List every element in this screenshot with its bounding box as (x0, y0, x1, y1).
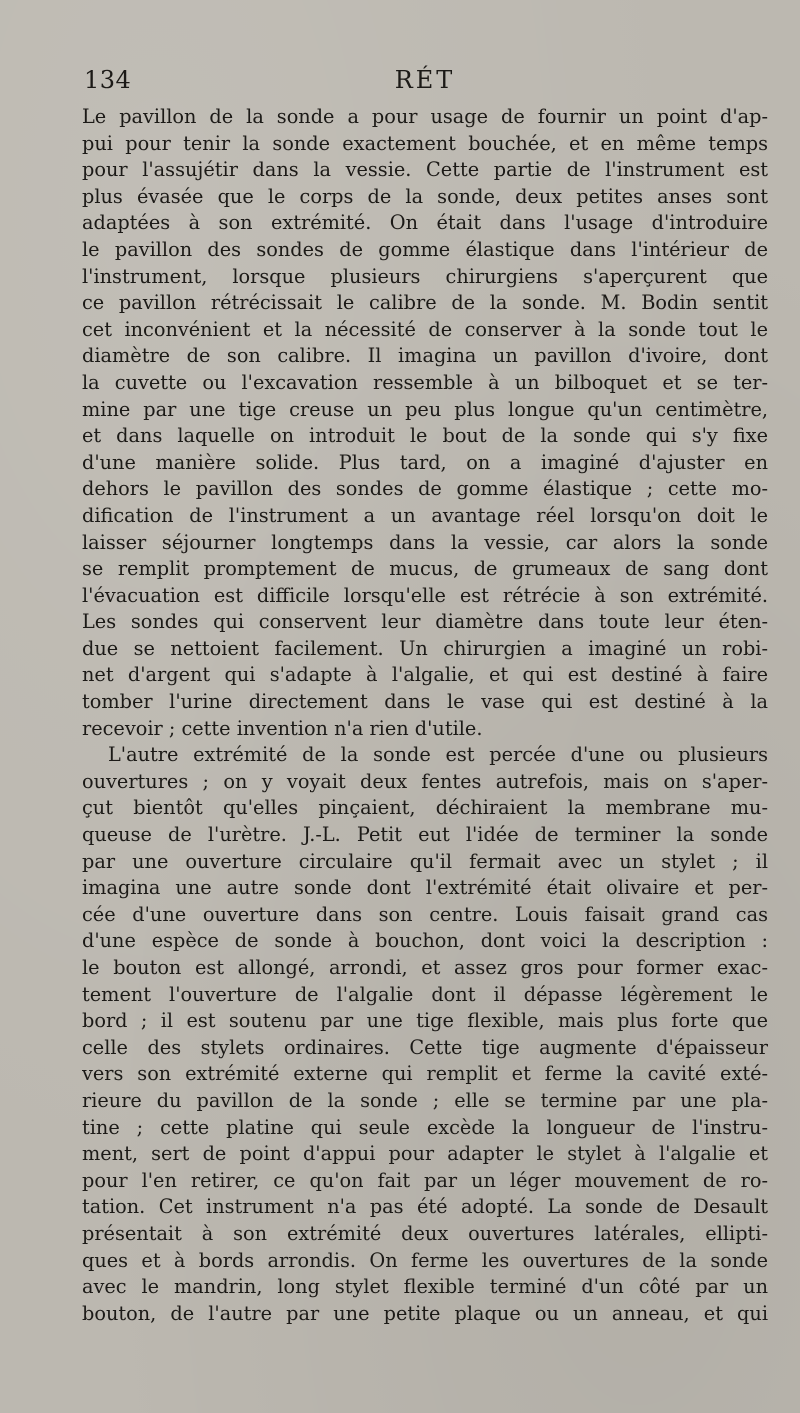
running-head (84, 66, 766, 102)
text-line: tement l'ouverture de l'algalie dont il dépasse légèrement le (82, 982, 768, 1006)
text-line: cée d'une ouverture dans son centre. Louis faisait grand cas (82, 902, 768, 926)
text-line: et dans laquelle on introduit le bout de la sonde qui s'y fixe (82, 424, 768, 448)
text-line: présentait à son extrémité deux ouvertures latérales, ellipti- (82, 1221, 768, 1245)
text-line: laisser séjourner longtemps dans la vessie, car alors la sonde (82, 530, 768, 554)
section-title: RÉT (394, 66, 456, 94)
text-line: pour l'en retirer, ce qu'on fait par un léger mouvement de ro- (82, 1168, 768, 1192)
text-line: cet inconvénient et la nécessité de conserver à la sonde tout le (82, 317, 768, 341)
text-line: le pavillon des sondes de gomme élastique dans l'intérieur de (82, 237, 768, 261)
text-line: par une ouverture circulaire qu'il fermait avec un stylet ; il (82, 849, 768, 873)
text-line: se remplit promptement de mucus, de grumeaux de sang dont (82, 557, 768, 581)
text-line: tation. Cet instrument n'a pas été adopté. La sonde de Desault (82, 1195, 768, 1219)
text-line: diamètre de son calibre. Il imagina un pavillon d'ivoire, dont (82, 344, 768, 368)
text-line: tomber l'urine directement dans le vase qui est destiné à la (82, 690, 768, 714)
text-line: la cuvette ou l'excavation ressemble à un bilboquet et se ter- (82, 370, 768, 394)
text-line: bouton, de l'autre par une petite plaque ou un anneau, et qui (82, 1301, 768, 1325)
text-line: adaptées à son extrémité. On était dans l'usage d'introduire (82, 211, 768, 235)
text-line: ouvertures ; on y voyait deux fentes autrefois, mais on s'aper- (82, 769, 768, 793)
text-line: d'une manière solide. Plus tard, on a imaginé d'ajuster en (82, 450, 768, 474)
text-line: d'une espèce de sonde à bouchon, dont voici la description : (82, 929, 768, 953)
text-line: rieure du pavillon de la sonde ; elle se termine par une pla- (82, 1088, 768, 1112)
page-number: 134 (84, 66, 132, 94)
text-line: l'instrument, lorsque plusieurs chirurgiens s'aperçurent que (82, 264, 768, 288)
paragraph-end-line: recevoir ; cette invention n'a rien d'utile. (82, 716, 483, 740)
paragraph-start-line: L'autre extrémité de la sonde est percée d'une ou plusieurs (108, 743, 768, 767)
text-body (82, 104, 768, 1327)
text-line: bord ; il est soutenu par une tige flexible, mais plus forte que (82, 1009, 768, 1033)
text-line: le bouton est allongé, arrondi, et assez gros pour former exac- (82, 956, 768, 979)
text-line: due se nettoient facilement. Un chirurgien a imaginé un robi- (82, 636, 768, 660)
text-line: dehors le pavillon des sondes de gomme élastique ; cette mo- (82, 477, 768, 501)
text-line: l'évacuation est difficile lorsqu'elle est rétrécie à son extrémité. (82, 583, 768, 607)
text-line: pour l'assujétir dans la vessie. Cette partie de l'instrument est (82, 158, 768, 182)
text-line: ce pavillon rétrécissait le calibre de la sonde. M. Bodin sentit (82, 291, 768, 315)
text-line: queuse de l'urètre. J.-L. Petit eut l'idée de terminer la sonde (82, 823, 768, 847)
text-line: avec le mandrin, long stylet flexible terminé d'un côté par un (82, 1275, 768, 1299)
text-line: mine par une tige creuse un peu plus longue qu'un centimètre, (82, 397, 768, 421)
text-line: Les sondes qui conservent leur diamètre dans toute leur éten- (82, 610, 768, 634)
text-line: dification de l'instrument a un avantage réel lorsqu'on doit le (82, 503, 768, 527)
text-line: vers son extrémité externe qui remplit et ferme la cavité exté- (82, 1062, 768, 1086)
text-line: çut bientôt qu'elles pinçaient, déchiraient la membrane mu- (82, 796, 768, 820)
text-line: celle des stylets ordinaires. Cette tige augmente d'épaisseur (82, 1035, 768, 1059)
text-line: net d'argent qui s'adapte à l'algalie, et qui est destiné à faire (82, 663, 768, 687)
text-line: ques et à bords arrondis. On ferme les ouvertures de la sonde (82, 1248, 768, 1272)
text-line: plus évasée que le corps de la sonde, deux petites anses sont (82, 184, 768, 208)
text-line: ment, sert de point d'appui pour adapter le stylet à l'algalie et (82, 1142, 768, 1166)
text-line: tine ; cette platine qui seule excède la longueur de l'instru- (82, 1115, 768, 1139)
text-line: imagina une autre sonde dont l'extrémité était olivaire et per- (82, 876, 768, 900)
text-line: pui pour tenir la sonde exactement bouchée, et en même temps (82, 131, 768, 155)
text-line: Le pavillon de la sonde a pour usage de fournir un point d'ap- (82, 105, 768, 128)
